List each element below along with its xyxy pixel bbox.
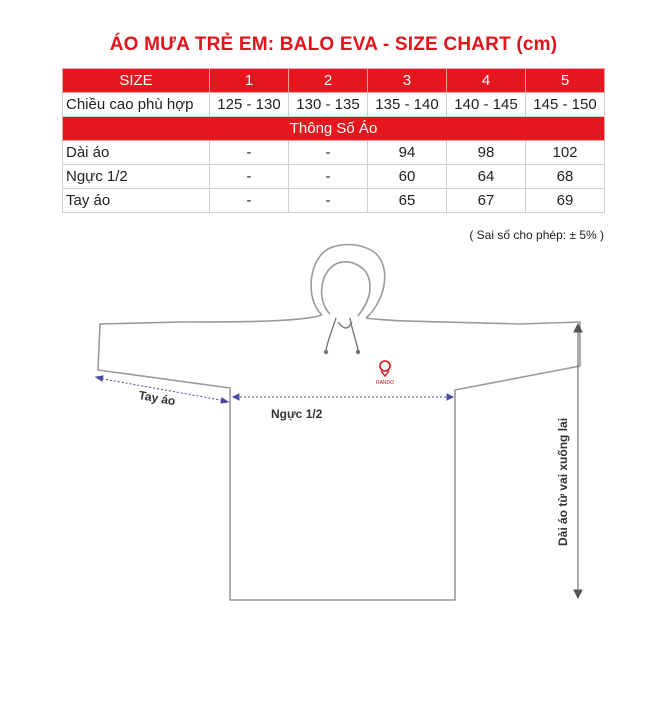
section-title: Thông Số Áo <box>63 117 605 141</box>
table-cell: - <box>289 189 368 213</box>
table-cell: 64 <box>447 165 526 189</box>
table-cell: 94 <box>368 141 447 165</box>
row-label: Tay áo <box>63 189 210 213</box>
table-cell: 98 <box>447 141 526 165</box>
table-cell: 69 <box>526 189 605 213</box>
table-cell: 60 <box>368 165 447 189</box>
toggle-icon <box>324 350 328 354</box>
row-label: Dài áo <box>63 141 210 165</box>
table-cell: 68 <box>526 165 605 189</box>
row-label: Chiều cao phù hợp <box>63 93 210 117</box>
table-cell: - <box>210 165 289 189</box>
toggle-icon <box>356 350 360 354</box>
table-cell: 130 - 135 <box>289 93 368 117</box>
header-cell: 5 <box>526 69 605 93</box>
length-label: Dài áo từ vai xuống lai <box>556 417 570 546</box>
page-title: ÁO MƯA TRẺ EM: BALO EVA - SIZE CHART (cm) <box>109 34 558 55</box>
header-cell: 4 <box>447 69 526 93</box>
table-cell: 135 - 140 <box>368 93 447 117</box>
table-cell: 67 <box>447 189 526 213</box>
table-cell: 140 - 145 <box>447 93 526 117</box>
chest-label: Ngực 1/2 <box>271 407 323 421</box>
table-cell: - <box>289 165 368 189</box>
drawstring-icon <box>326 318 358 350</box>
brand-logo <box>376 361 394 386</box>
raincoat-outline <box>98 245 580 600</box>
table-cell: 125 - 130 <box>210 93 289 117</box>
header-cell: 1 <box>210 69 289 93</box>
table-cell: - <box>210 141 289 165</box>
logo-text: RANDO <box>375 380 395 386</box>
row-label: Ngực 1/2 <box>63 165 210 189</box>
tolerance-note: ( Sai số cho phép: ± 5% ) <box>469 228 604 242</box>
table-cell: 145 - 150 <box>526 93 605 117</box>
table-cell: 102 <box>526 141 605 165</box>
chest-measure-arrow <box>233 394 453 400</box>
header-cell: SIZE <box>63 69 210 93</box>
sleeve-label: Tay áo <box>137 388 177 409</box>
table-cell: 65 <box>368 189 447 213</box>
table-cell: - <box>289 141 368 165</box>
table-cell: - <box>210 189 289 213</box>
header-cell: 3 <box>368 69 447 93</box>
header-cell: 2 <box>289 69 368 93</box>
